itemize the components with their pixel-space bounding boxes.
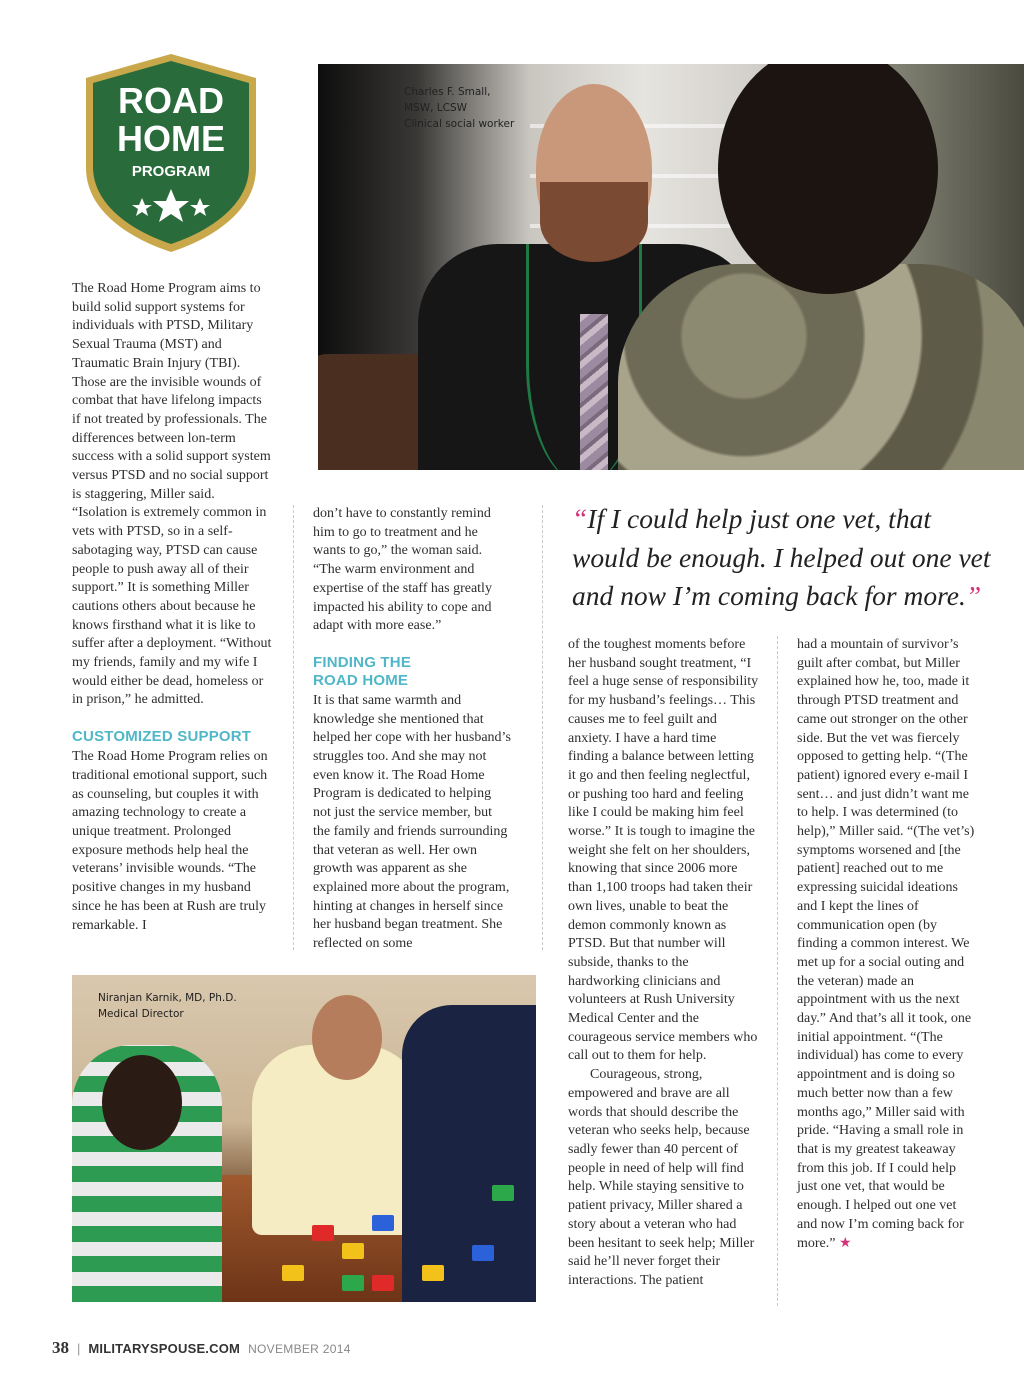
footer-issue-date: NOVEMBER 2014: [248, 1342, 351, 1356]
end-star-icon: ★: [838, 1235, 852, 1251]
svg-text:PROGRAM: PROGRAM: [131, 163, 211, 180]
body-paragraph: The Road Home Program relies on traditional emotional support, such as counseling, but couples it with amazing technology to create a unique treatment. Prolonged exposure methods help heal the veterans’ invisible wounds. “The positive changes in my husband since he has been at Rush are truly remarkable. I: [72, 749, 268, 933]
svg-text:HOME: HOME: [117, 118, 225, 159]
body-paragraph: had a mountain of survivor’s guilt after combat, but Miller explained how he, too, made it through PTSD treatment and came out stronger on the other side. But the vet was fiercely opposed to getting help. “(The patient) ignored every e-mail I sent… and just didn’t want me to help. I was determined (to help),” Miller said. “(The vet’s) symptoms worsened and [the patient] reached out to me expressing suicidal ideations and I kept the lines of communication open (by finding a common interest. We met up for a social outing and the veteran) made an appointment with us the next day.” And that’s all it took, one initial appointment. “(The individual) has come to every appointment and is doing so much better now than a few months ago,” Miller said with pride. “Having a small role in that is my greatest takeaway from this job. If I could help just one vet, that would be enough. I helped out one vet and now I’m coming back for more.” ★: [797, 637, 975, 1251]
body-paragraph: of the toughest moments before her husband sought treatment, “I feel a huge sense of responsibility for my husband’s feelings… This causes me to feel guilt and anxiety. I have a hard time finding a balance between letting it go and then feeling neglectful, or pushing too hard and feeling like I could be making him feel worse.” It is tough to imagine the weight she felt on her shoulders, knowing that since 2006 more than 1,100 troops had taken their own lives, unable to beat the demon commonly known as PTSD. But that number will subside, thanks to the hardworking clinicians and volunteers at Rush University Medical Center and the courageous service members who call out to them for help.: [568, 637, 759, 1064]
photo-doctor-with-children: [72, 975, 536, 1302]
body-paragraph: It is that same warmth and knowledge she mentioned that helped her cope with her husband’s struggles too. And she may not even know it. The Road Home Program is dedicated to helping not just the service member, but the family and friends surrounding that veteran as well. Her own growth was apparent as she explained more about the program, hinting at changes in herself since her husband began treatment. She reflected on some: [313, 692, 511, 952]
body-paragraph: Courageous, strong, empowered and brave are all words that should describe the veteran who seeks help, because sadly fewer than 40 percent of people in need of help will find help. While staying sensitive to patient privacy, Miller shared a story about a veteran who had been hesitant to seek help; Miller said he’ll never forget their interactions. The patient: [568, 1067, 755, 1288]
footer-separator: |: [77, 1341, 81, 1356]
page-number: 38: [52, 1338, 69, 1357]
body-paragraph: don’t have to constantly remind him to go to treatment and he wants to go,” the woman said. “The warm environment and expertise of the staff has greatly impacted his ability to cope and adapt with more ease.”: [313, 506, 492, 634]
close-quote-mark: ”: [965, 580, 982, 611]
pull-quote-text: If I could help just one vet, that would be enough. I helped out one vet and now I’m coming back for more.: [572, 503, 991, 611]
article-column-2: [313, 505, 511, 954]
subhead-customized-support: CUSTOMIZED SUPPORT: [72, 728, 252, 746]
open-quote-mark: “: [572, 503, 588, 534]
column-divider: [293, 505, 294, 950]
subhead-finding-the-road-home: FINDING THE ROAD HOME: [313, 653, 412, 689]
photo-top-caption: Charles F. Small, MSW, LCSW Clinical social worker: [404, 86, 515, 130]
svg-text:ROAD: ROAD: [118, 80, 224, 121]
road-home-program-logo: [80, 50, 262, 256]
footer-site-name: MILITARYSPOUSE.COM: [88, 1341, 241, 1356]
article-column-4: [797, 636, 975, 1253]
body-paragraph: The Road Home Program aims to build solid support systems for individuals with PTSD, Military Sexual Trauma (MST) and Traumatic Brain Injury (TBI). Those are the invisible wounds of combat that have lifelong impacts if not treated by professionals. The differences between lon-term success with a solid support system versus PTSD and no social support is staggering, Miller said. “Isolation is extremely common in vets with PTSD, so in a self-sabotaging way, PTSD can cause people to push away all of their support.” It is something Miller cautions others about because he knows firsthand what it is like to suffer after a deployment. “Without my friends, family and my wife I would either be dead, homeless or in prison,” he admitted.: [72, 281, 272, 708]
photo-bottom-caption: Niranjan Karnik, MD, Ph.D. Medical Director: [98, 992, 237, 1020]
column-divider: [542, 505, 543, 950]
article-column-1: [72, 280, 272, 935]
page-footer: [52, 1338, 351, 1358]
pull-quote: [572, 500, 992, 616]
column-divider: [777, 636, 778, 1306]
article-column-3: [568, 636, 760, 1291]
